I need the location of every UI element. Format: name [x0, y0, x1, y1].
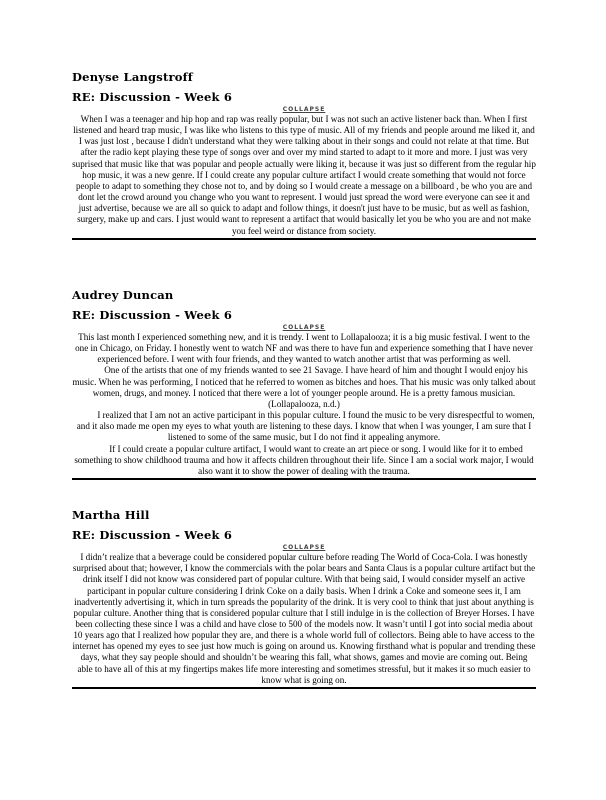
- post-body: [72, 552, 536, 686]
- post-body: [72, 332, 536, 477]
- post-subject: RE: Discussion - Week 6: [72, 308, 233, 322]
- post-divider: [72, 478, 536, 480]
- post-divider: [72, 687, 536, 689]
- post-subject: RE: Discussion - Week 6: [72, 528, 233, 543]
- post-paragraph: I didn’t realize that a beverage could be considered popular culture before reading The World of Coca-Cola. I was honestly surprised about that; however, I know the commercials with the polar bears and Santa Claus is a popular culture artifact but the drink itself I did not know was considered part of popular culture. With that being said, I would consider myself an active participant in popular culture considering I drink Coke on a daily basis. When I drink a Coke and someone sees it, I am inadvertently advertising it, which in turn spreads the popularity of the drink. It is very cool to think that just about anything is popular culture. Another thing that is considered popular culture that I still indulge in is the collection of Breyer Horses. I have been collecting these since I was a child and have close to 500 of the models now. It wasn’t until I got into social media about 10 years ago that I realized how popular they are, and there is a whole world full of collectors. Being able to have access to the internet has opened my eyes to see just how much is going on around us. Knowing firsthand what is popular and trending these days, what they say people should and shouldn’t be wearing this fall, what shows, games and movie are coming out. Being able to have all of this at my fingertips makes life more interesting and sometimes stressful, but it makes it so much easier to know what is going on.: [72, 552, 536, 685]
- collapse-link[interactable]: COLLAPSE: [282, 544, 326, 552]
- discussion-post: [72, 70, 536, 260]
- post-paragraph: If I could create a popular culture artifact, I would want to create an art piece or song. I would like for it to embed something to show childhood trauma and how it affects children throughout their life. Since I am a social work major, I would also want it to show the power of dealing with the trauma.: [74, 443, 534, 476]
- post-body: [72, 114, 536, 237]
- post-author: Denyse Langstroff: [72, 70, 193, 84]
- post-paragraph: One of the artists that one of my friends wanted to see 21 Savage. I have heard of him and thought I would enjoy his music. When he was performing, I noticed that he referred to women as bitches and hoes. That his music was only talked about women, drugs, and money. I noticed that there were a lot of younger people around. He is a pretty famous musician. (Lollapalooza, n.d.): [72, 365, 536, 409]
- collapse-link[interactable]: COLLAPSE: [282, 106, 326, 113]
- post-paragraph: This last month I experienced something new, and it is trendy. I went to Lollapalooza; it is a big music festival. I went to the one in Chicago, on Friday. I honestly went to watch NF and was there to have fun and experience something that I have never experienced before. I went with four friends, and they wanted to watch another artist that was performing as well.: [75, 332, 533, 365]
- discussion-post: [72, 288, 536, 480]
- discussion-thread: [72, 70, 536, 689]
- post-author: Martha Hill: [72, 508, 150, 523]
- discussion-post: [72, 508, 536, 689]
- post-paragraph: When I was a teenager and hip hop and rap was really popular, but I was not such an active listener back than. When I first listened and heard trap music, I was like who listens to this type of music. All of my friends and people around me liked it, and I was just lost , because I didn't understand what they were talking about in their songs and could not relate at that time. But after the radio kept playing these type of songs over and over my mind started to adapt to it more and more. I just was very suprised that music like that was popular and people actually were liking it, because it was just so different from the regular hip hop music, it was a new genre. If I could create any popular culture artifact I would create something that would not force people to adapt to something they chose not to, and by doing so I would create a message on a billboard , be who you are and dont let the crowd around you change who you want to represent. I would just spread the word were everyone can see it and just advertise, because we are all so quick to adapt and follow things, it doesn't just have to be music, but as well as fashion, surgery, make up and cars. I just would want to represent a artifact that would basically let you be who you are and not make you feel weird or distance from society.: [72, 114, 536, 236]
- post-paragraph: I realized that I am not an active participant in this popular culture. I found the music to be very disrespectful to women, and it also made me open my eyes to what youth are listening to these days. I know that when I was younger, I am sure that I listened to some of the same music, but I do not find it appealing anymore.: [76, 410, 535, 443]
- post-subject: RE: Discussion - Week 6: [72, 90, 233, 104]
- post-divider: [72, 238, 536, 240]
- post-author: Audrey Duncan: [72, 288, 174, 302]
- collapse-link[interactable]: COLLAPSE: [282, 324, 326, 331]
